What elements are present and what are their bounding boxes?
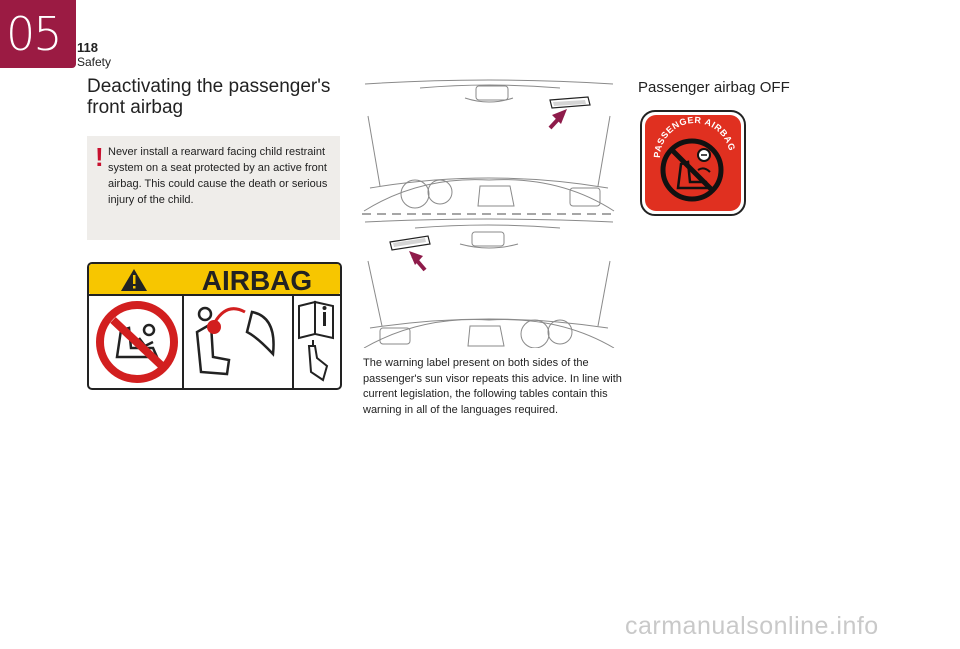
chapter-number: 05: [6, 7, 61, 61]
no-rear-facing-seat-icon: [100, 305, 174, 379]
sun-visor-bottom: [390, 236, 430, 250]
arrow-icon: [550, 109, 567, 128]
sun-visor-top: [550, 97, 590, 108]
chapter-tab: [0, 0, 76, 68]
dashboard-view-bottom: [364, 219, 614, 348]
section-name: Safety: [77, 55, 112, 69]
badge-text: PASSENGER AIRBAG: [651, 114, 738, 159]
watermark: carmanualsonline.info: [625, 612, 879, 640]
airbag-warning-label: [87, 262, 342, 390]
arrow-icon: [409, 251, 425, 270]
section-title: Deactivating the passenger's front airbag: [87, 76, 331, 118]
dashboard-illustration: [360, 76, 618, 348]
airbag-label-text: AIRBAG: [201, 265, 313, 296]
warning-box: [87, 136, 340, 240]
center-paragraph: The warning label present on both sides of the passenger's sun visor repeats this advice. In line with current legislation, the following tables contain this warning in all of the languages required.: [363, 357, 622, 416]
warning-mark: !: [95, 142, 104, 172]
warning-text: Never install a rearward facing child restraint system on a seat protected by an active front airbag. This could cause the death or serious injury of the child.: [108, 146, 328, 206]
page-number: 118: [77, 40, 98, 55]
passenger-airbag-off-badge: [640, 110, 746, 216]
right-title: Passenger airbag OFF: [638, 79, 790, 96]
